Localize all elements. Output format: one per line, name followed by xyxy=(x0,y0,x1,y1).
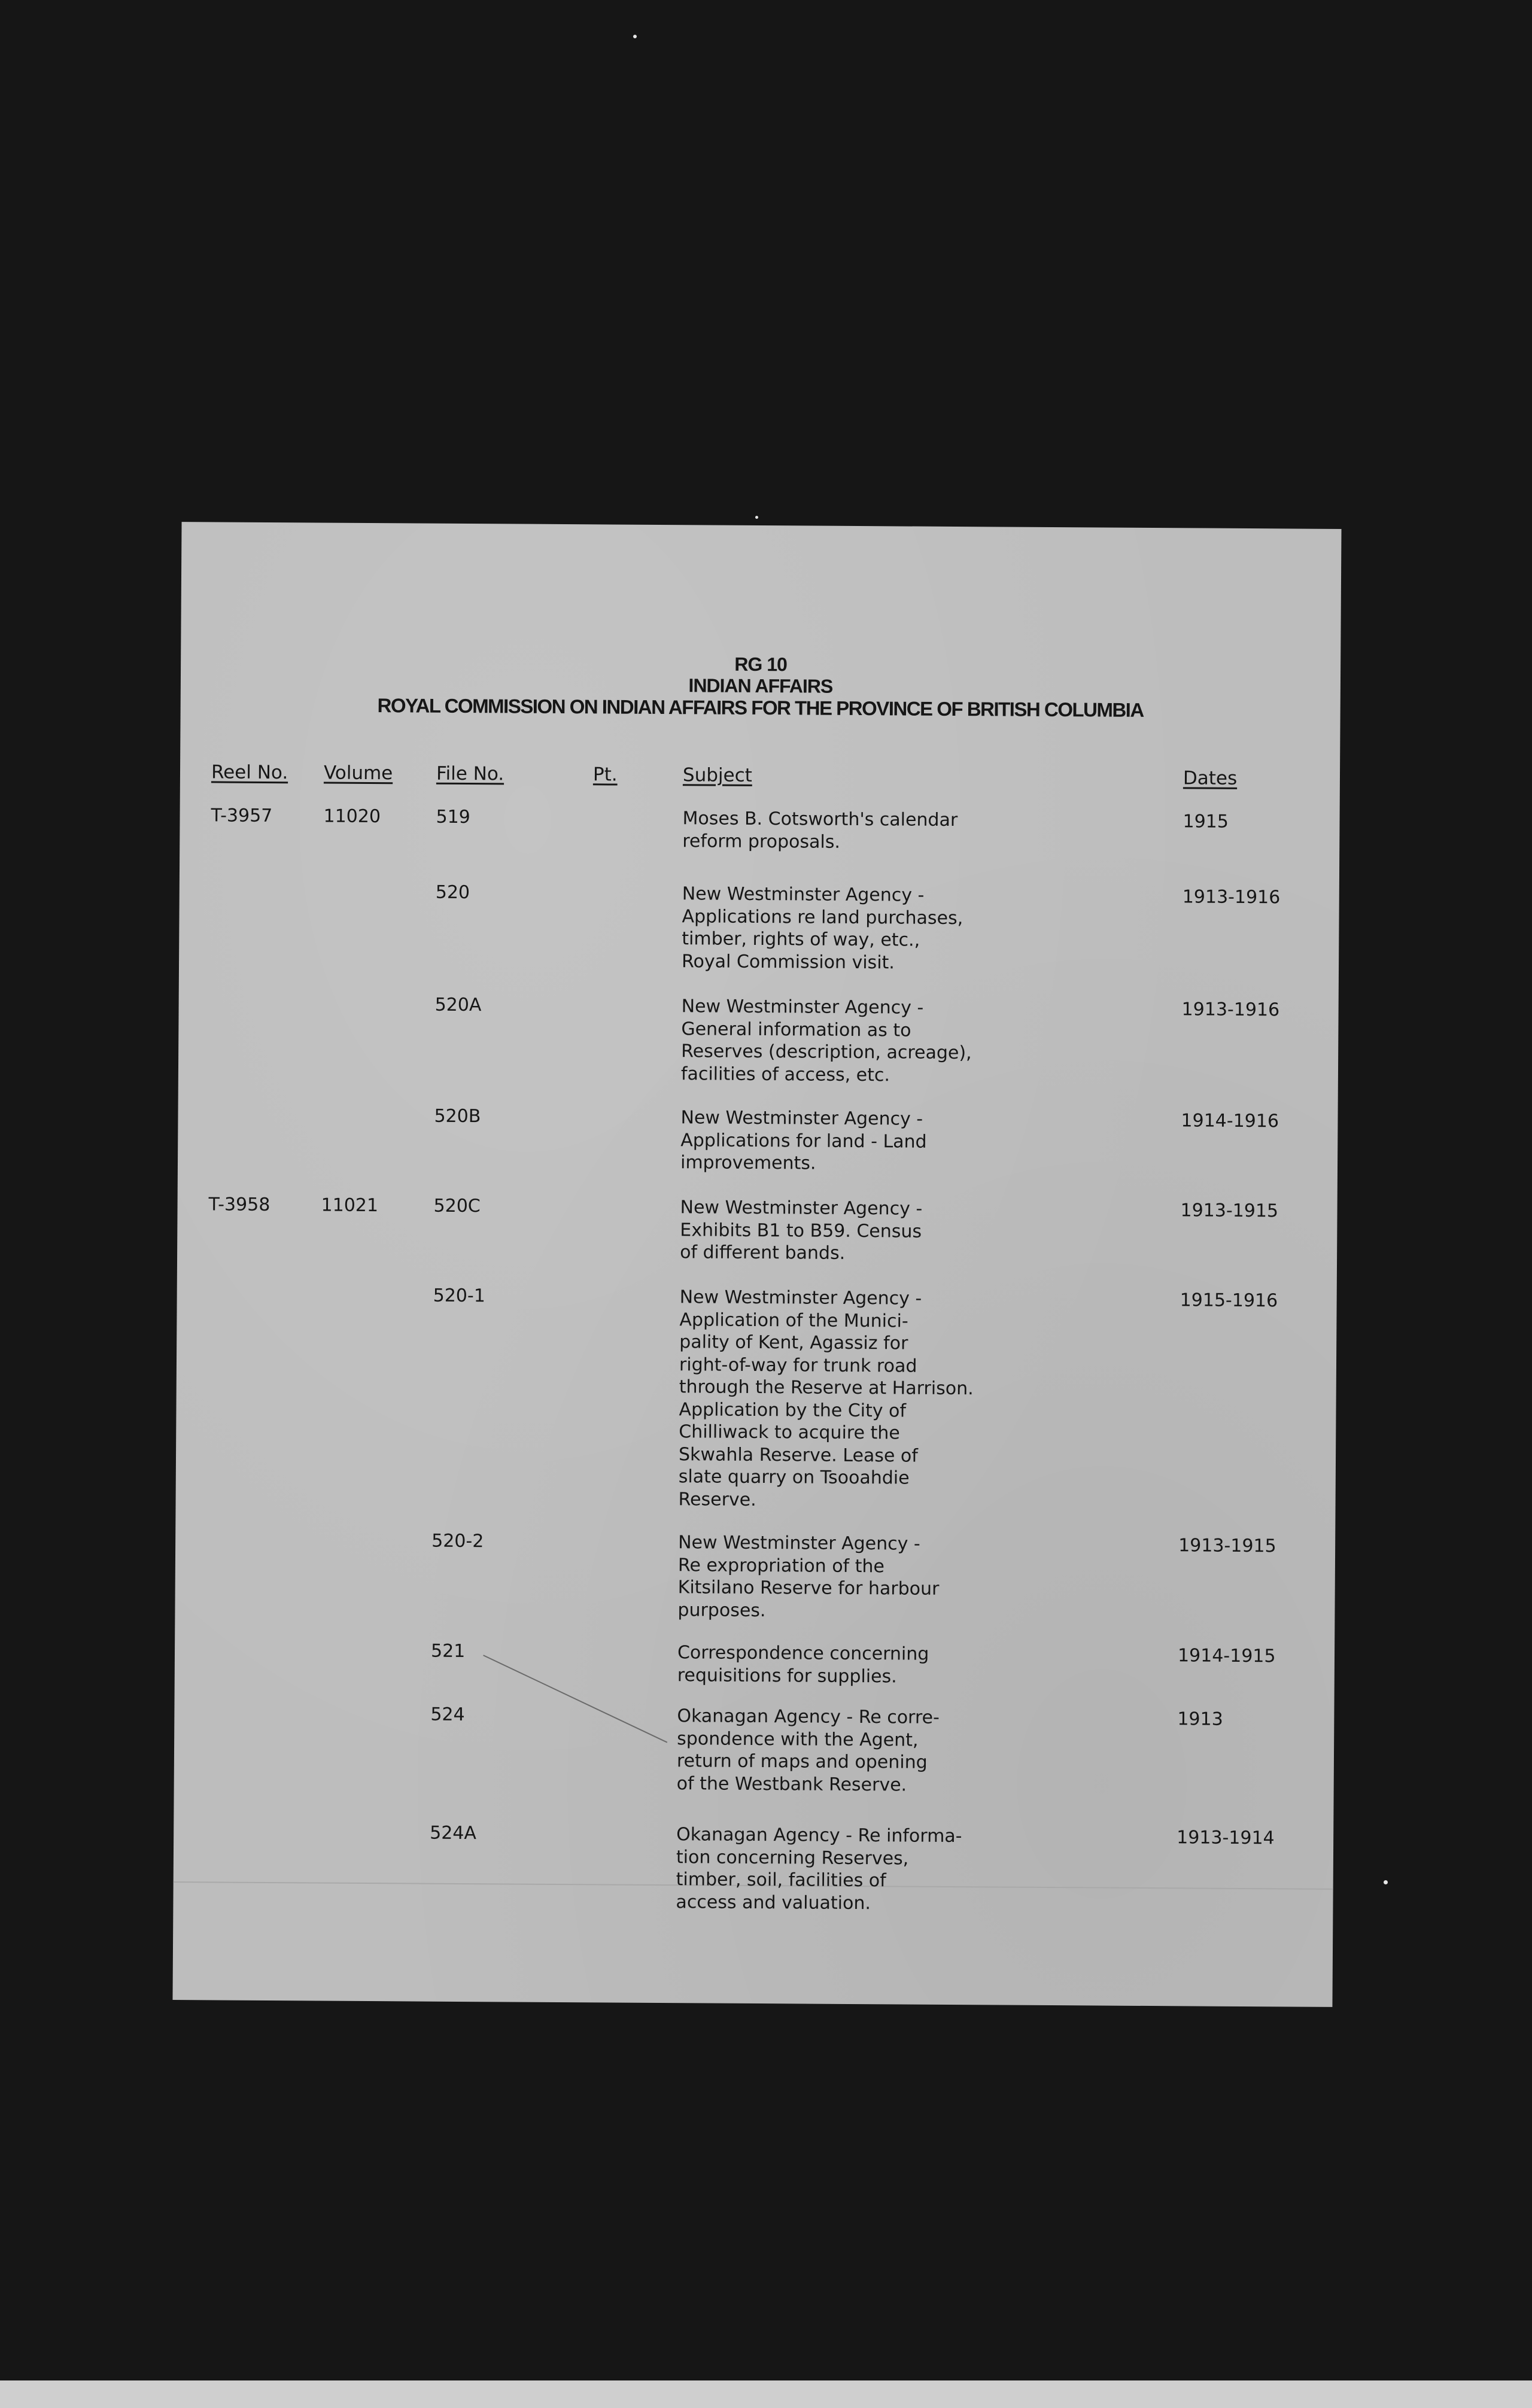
subject-line: improvements. xyxy=(680,1152,816,1174)
film-speck xyxy=(755,516,758,519)
subject-line: of different bands. xyxy=(680,1242,846,1264)
cell-file: 520 xyxy=(435,881,470,904)
subject-line: access and valuation. xyxy=(676,1891,871,1914)
subject-line: Kitsilano Reserve for harbour xyxy=(677,1577,940,1600)
column-header-file: File No. xyxy=(436,762,504,785)
cell-subject xyxy=(676,1823,1059,1916)
cell-dates: 1914-1916 xyxy=(1181,1110,1279,1132)
subject-line: right-of-way for trunk road xyxy=(679,1354,917,1377)
subject-line: Royal Commission visit. xyxy=(681,950,895,973)
cell-dates: 1913 xyxy=(1177,1708,1223,1730)
cell-file: 520A xyxy=(434,994,482,1016)
subject-line: New Westminster Agency - xyxy=(678,1532,920,1555)
subject-line: Skwahla Reserve. Lease of xyxy=(678,1443,919,1467)
cell-dates: 1913-1915 xyxy=(1178,1535,1276,1557)
cell-volume: 11021 xyxy=(321,1194,379,1217)
subject-line: New Westminster Agency - xyxy=(681,996,924,1018)
cell-dates: 1914-1915 xyxy=(1177,1645,1276,1667)
subject-line: tion concerning Reserves, xyxy=(676,1846,909,1869)
cell-dates: 1915 xyxy=(1183,811,1229,832)
cell-file: 524A xyxy=(430,1822,477,1844)
subject-line: slate quarry on Tsooahdie xyxy=(678,1466,910,1489)
subject-line: purposes. xyxy=(677,1599,766,1621)
subject-line: requisitions for supplies. xyxy=(677,1664,897,1687)
subject-line: through the Reserve at Harrison. xyxy=(679,1376,974,1400)
commission-title: ROYAL COMMISSION ON INDIAN AFFAIRS FOR THE PROVINCE OF BRITISH COLUMBIA xyxy=(377,694,1144,721)
film-speck xyxy=(633,35,637,38)
subject-line: return of maps and opening xyxy=(676,1750,928,1773)
subject-line: Moses B. Cotsworth's calendar xyxy=(682,808,958,831)
cell-subject xyxy=(677,1641,1060,1689)
subject-line: New Westminster Agency - xyxy=(679,1287,922,1309)
cell-subject xyxy=(680,1196,1063,1266)
cell-file: 520B xyxy=(434,1105,481,1127)
subject-line: Reserves (description, acreage), xyxy=(681,1041,972,1064)
column-header-volume: Volume xyxy=(323,762,393,785)
cell-subject xyxy=(681,995,1065,1087)
subject-line: Correspondence concerning xyxy=(677,1642,929,1665)
cell-volume: 11020 xyxy=(323,805,381,828)
subject-line: Applications for land - Land xyxy=(680,1129,927,1153)
subject-line: Chilliwack to acquire the xyxy=(679,1421,900,1444)
subject-line: Applications re land purchases, xyxy=(682,905,963,929)
cell-reel: T-3957 xyxy=(211,805,273,827)
subject-line: General information as to xyxy=(681,1018,911,1041)
subject-line: Exhibits B1 to B59. Census xyxy=(680,1219,922,1242)
subject-line: Re expropriation of the xyxy=(677,1554,885,1577)
cell-file: 520-2 xyxy=(431,1530,484,1552)
subject-line: timber, soil, facilities of xyxy=(676,1869,886,1892)
subject-line: New Westminster Agency - xyxy=(682,883,925,906)
film-speck xyxy=(1384,1880,1388,1884)
film-edge xyxy=(0,2380,1532,2408)
subject-line: of the Westbank Reserve. xyxy=(676,1772,907,1796)
subject-line: spondence with the Agent, xyxy=(677,1728,919,1751)
cell-dates: 1913-1916 xyxy=(1181,999,1280,1021)
cell-subject xyxy=(682,883,1065,975)
department-title: INDIAN AFFAIRS xyxy=(688,674,833,697)
document-page xyxy=(172,522,1341,2007)
cell-file: 519 xyxy=(436,806,470,828)
subject-line: timber, rights of way, etc., xyxy=(682,928,920,951)
column-header-reel: Reel No. xyxy=(211,761,288,784)
column-header-dates: Dates xyxy=(1183,767,1238,789)
subject-line: New Westminster Agency - xyxy=(680,1197,923,1220)
cell-subject xyxy=(677,1705,1060,1797)
cell-file: 520C xyxy=(433,1195,481,1217)
cell-file: 521 xyxy=(430,1640,466,1662)
record-group-title: RG 10 xyxy=(734,653,787,676)
cell-dates: 1913-1916 xyxy=(1182,886,1281,908)
column-header-part: Pt. xyxy=(592,764,618,786)
subject-line: Application by the City of xyxy=(679,1398,907,1422)
cell-file: 524 xyxy=(430,1704,465,1726)
cell-subject xyxy=(677,1531,1061,1623)
cell-dates: 1913-1914 xyxy=(1177,1827,1275,1849)
cell-reel: T-3958 xyxy=(208,1194,270,1216)
cell-subject xyxy=(678,1286,1062,1513)
subject-line: reform proposals. xyxy=(682,830,841,853)
pencil-mark xyxy=(483,1655,667,1743)
cell-dates: 1915-1916 xyxy=(1180,1290,1278,1312)
cell-dates: 1913-1915 xyxy=(1180,1200,1279,1222)
subject-line: facilities of access, etc. xyxy=(680,1063,890,1086)
subject-line: Okanagan Agency - Re corre- xyxy=(677,1705,940,1728)
subject-line: Reserve. xyxy=(678,1488,756,1510)
subject-line: Okanagan Agency - Re informa- xyxy=(676,1824,962,1847)
cell-subject xyxy=(682,807,1065,855)
subject-line: New Westminster Agency - xyxy=(680,1107,923,1130)
cell-subject xyxy=(680,1106,1064,1176)
cell-file: 520-1 xyxy=(433,1285,485,1307)
column-header-subject: Subject xyxy=(682,764,752,786)
subject-line: pality of Kent, Agassiz for xyxy=(679,1331,908,1354)
subject-line: Application of the Munici- xyxy=(679,1309,908,1332)
